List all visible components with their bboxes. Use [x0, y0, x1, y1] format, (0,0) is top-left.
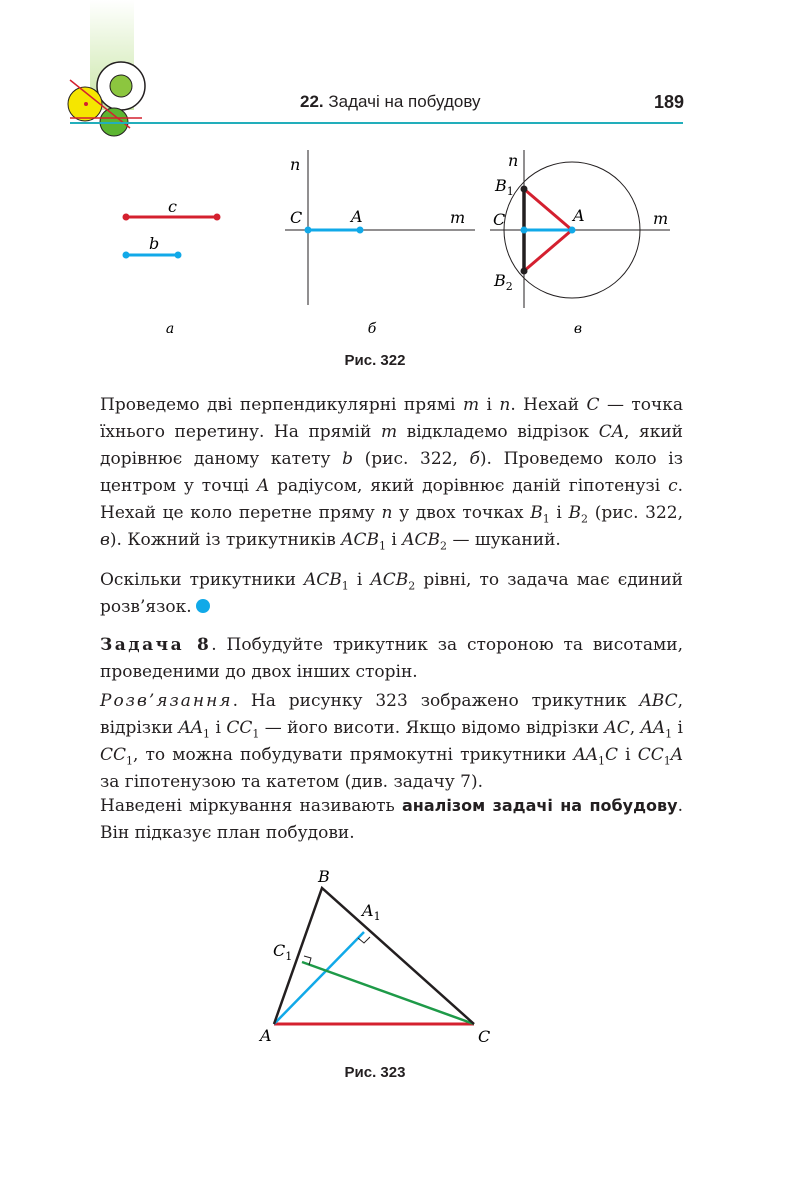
altitude-aa1 [274, 932, 364, 1024]
altitude-cc1 [302, 962, 474, 1024]
end-of-solution-marker [196, 599, 210, 613]
figure-322-a [123, 197, 221, 259]
paragraph-1: Проведемо дві перпендикулярні прямі m і n. Нехай C — точка їхнього перетину. На прямій m відкладемо відрізок CA, який дорівнює даному катету b (рис. 322, б). Проведемо коло із центром у точці A радіусом, який дорівнює даній гіпотенузі c. Нехай це коло перетне пряму n у двох точках $B_1$ і $B_2$ (рис. 322, в). Кожний із трикутників $ACB_1$ і $ACB_2$ — шуканий. [100, 395, 684, 553]
solution-paragraph: Розв’язання. На рисунку 323 зображено трикутник ABC, відрізки $AA_1$ і $CC_1$ — його висоти. Якщо відомо відрізки AC, $AA_1$ і $CC_1$, то можна побудувати прямокутні трикутники $AA_1C$ і $CC_1A$ за гіпотенузою та катетом (див. задачу 7). [100, 691, 683, 792]
point-a [569, 227, 576, 234]
figure-323 [240, 860, 520, 1060]
figure-322-caption: Рис. 322 [344, 352, 406, 369]
corner-emblem [0, 0, 170, 150]
problem-8: Задача 8. Побудуйте трикутник за стороною та висотами, проведеними до двох інших сторін. [100, 635, 684, 682]
label-a: A [351, 207, 363, 226]
paragraph-5: Наведені міркування називають аналізом задачі на побудову. Він підказує план побудови. [100, 796, 683, 843]
sub-caption-b: б [367, 321, 377, 337]
segment-ab2 [524, 230, 572, 271]
endpoint [123, 214, 130, 221]
running-header [300, 92, 560, 112]
figure-323-caption: Рис. 323 [344, 1064, 406, 1081]
point-b2 [521, 268, 528, 275]
point-c [521, 227, 528, 234]
green-dot [110, 75, 132, 97]
endpoint [214, 214, 221, 221]
endpoint [175, 252, 182, 259]
red-point [84, 102, 88, 106]
label-a1: $A_1$ [362, 901, 381, 923]
label-c: c [168, 197, 177, 216]
label-b2: $B_2$ [494, 271, 513, 293]
label-b: B [318, 867, 330, 886]
paragraph-2: Оскільки трикутники $ACB_1$ і $ACB_2$ рівні, то задача має єдиний розв’язок. [100, 570, 684, 617]
header-rule [70, 122, 683, 124]
figure-322 [100, 140, 700, 350]
label-m: m [653, 209, 669, 228]
sub-caption-a: а [165, 321, 175, 337]
point-c [305, 227, 312, 234]
label-c: C [493, 210, 506, 229]
point-b1 [521, 186, 528, 193]
chapter-title: Задачі на побудову [328, 92, 481, 111]
solution-label: Розв’язання [100, 691, 233, 711]
label-c1: $C_1$ [273, 941, 293, 963]
label-n: n [290, 155, 301, 174]
label-b: b [149, 234, 160, 253]
problem-label: Задача 8 [100, 635, 212, 655]
label-a: A [573, 206, 585, 225]
page-number: 189 [653, 92, 684, 112]
figure-322-v [490, 150, 670, 308]
figure-322-b [285, 150, 475, 305]
label-b1: $B_1$ [495, 176, 514, 198]
sub-caption-v: в [573, 321, 583, 337]
chapter-number: 22. [300, 92, 324, 111]
label-a: A [260, 1026, 272, 1045]
label-c: C [290, 208, 303, 227]
point-a [357, 227, 364, 234]
label-n: n [508, 151, 519, 170]
label-c: C [478, 1027, 491, 1046]
endpoint [123, 252, 130, 259]
label-m: m [450, 208, 466, 227]
segment-ab1 [524, 189, 572, 230]
